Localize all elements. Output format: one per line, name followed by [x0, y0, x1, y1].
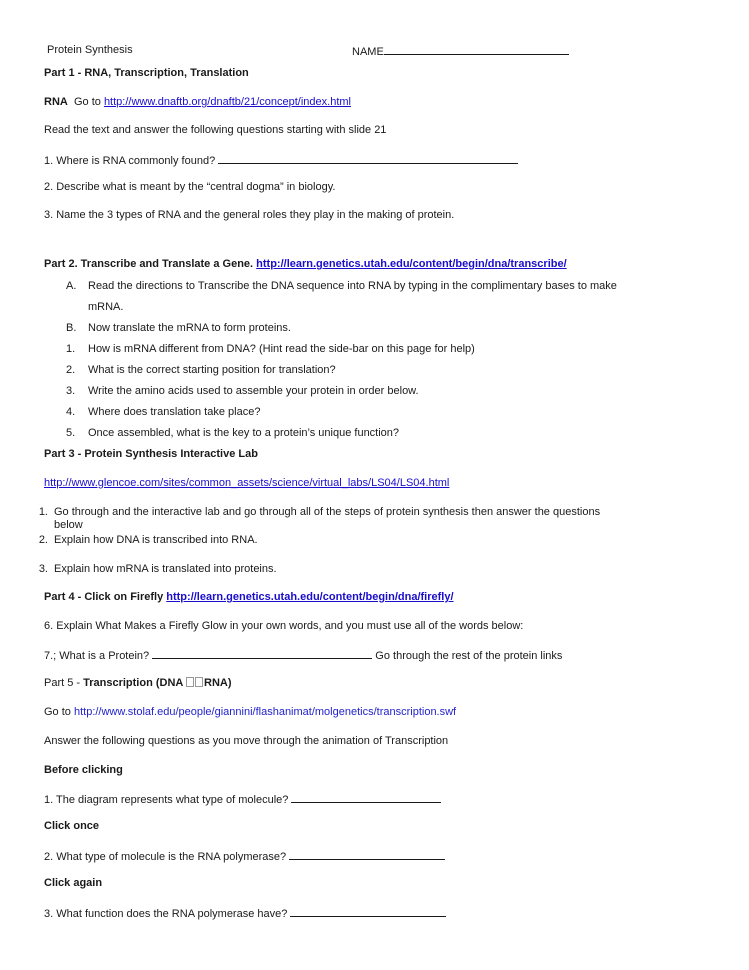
part2-heading-line — [44, 258, 567, 270]
answer-blank[interactable] — [289, 849, 445, 860]
answer-blank[interactable] — [152, 648, 372, 659]
part5-question-2: 2. What type of molecule is the RNA polymerase? — [44, 849, 445, 863]
part3-item-3: 3. Explain how mRNA is translated into proteins. — [38, 563, 277, 575]
section-label-before-clicking: Before clicking — [44, 764, 123, 776]
missing-glyph-icon — [195, 677, 203, 687]
part1-question-2: 2. Describe what is meant by the “central dogma” in biology. — [44, 181, 336, 193]
part2-item-2: 2. What is the correct starting position for translation? — [66, 364, 336, 376]
goto-text: Go to — [73, 96, 101, 108]
part3-link-line — [44, 477, 449, 489]
part2-item-3: 3. Write the amino acids used to assemble your protein in order below. — [66, 385, 419, 397]
name-blank[interactable] — [384, 44, 569, 55]
answer-blank[interactable] — [218, 153, 518, 164]
part5-instructions: Answer the following questions as you move through the animation of Transcription — [44, 735, 449, 747]
part5-heading: Part 5 - Transcription (DNA RNA) — [44, 677, 232, 689]
part2-item-b: B. Now translate the mRNA to form proteins. — [66, 322, 291, 334]
part2-item-a: A. Read the directions to Transcribe the DNA sequence into RNA by typing in the complimentary bases to make — [66, 280, 617, 292]
part2-item-1: 1. How is mRNA different from DNA? (Hint read the side-bar on this page for help) — [66, 343, 475, 355]
part1-heading: Part 1 - RNA, Transcription, Translation — [44, 67, 249, 79]
part2-item-a-cont: mRNA. — [88, 301, 124, 313]
part3-item-2: 2. Explain how DNA is transcribed into RNA. — [38, 534, 258, 546]
stolaf-link[interactable]: http://www.stolaf.edu/people/giannini/flashanimat/molgenetics/transcription.swf — [73, 706, 457, 718]
part5-goto-line: Go to http://www.stolaf.edu/people/giannini/flashanimat/molgenetics/transcription.swf — [44, 706, 457, 718]
rna-label: RNA — [44, 96, 68, 108]
part5-question-3: 3. What function does the RNA polymerase have? — [44, 906, 446, 920]
answer-blank[interactable] — [291, 792, 441, 803]
name-field[interactable] — [352, 44, 569, 58]
missing-glyph-icon — [186, 677, 194, 687]
part1-question-3: 3. Name the 3 types of RNA and the general roles they play in the making of protein. — [44, 209, 455, 221]
glencoe-link[interactable]: http://www.glencoe.com/sites/common_assets/science/virtual_labs/LS04/LS04.html — [44, 477, 450, 489]
part1-rna-line — [44, 96, 351, 108]
part3-heading: Part 3 - Protein Synthesis Interactive Lab — [44, 448, 258, 460]
section-label-click-once: Click once — [44, 820, 100, 832]
part1-instructions: Read the text and answer the following questions starting with slide 21 — [44, 124, 387, 136]
part1-question-1: 1. Where is RNA commonly found? — [44, 153, 518, 167]
transcribe-link[interactable]: http://learn.genetics.utah.edu/content/begin/dna/transcribe/ — [256, 258, 567, 270]
answer-blank[interactable] — [290, 906, 446, 917]
part4-question-7: 7.; What is a Protein? Go through the rest of the protein links — [44, 650, 563, 662]
dnaftb-link[interactable]: http://www.dnaftb.org/dnaftb/21/concept/index.html — [103, 96, 351, 108]
part5-question-1: 1. The diagram represents what type of molecule? — [44, 792, 441, 806]
document-title: Protein Synthesis — [47, 44, 133, 56]
part4-heading-line — [44, 591, 454, 603]
part3-item-1-cont: below — [54, 519, 83, 531]
part4-question-6: 6. Explain What Makes a Firefly Glow in your own words, and you must use all of the words below: — [44, 620, 524, 632]
part4-heading: Part 4 - Click on Firefly — [44, 591, 164, 603]
part2-item-5: 5. Once assembled, what is the key to a protein’s unique function? — [66, 427, 400, 439]
part2-heading: Part 2. Transcribe and Translate a Gene. — [44, 258, 254, 270]
part2-item-4: 4. Where does translation take place? — [66, 406, 261, 418]
part3-item-1: 1. Go through and the interactive lab and go through all of the steps of protein synthesis then answer the questions — [38, 506, 601, 518]
name-label: NAME — [352, 46, 384, 58]
firefly-link[interactable]: http://learn.genetics.utah.edu/content/begin/dna/firefly/ — [166, 591, 454, 603]
section-label-click-again: Click again — [44, 877, 103, 889]
